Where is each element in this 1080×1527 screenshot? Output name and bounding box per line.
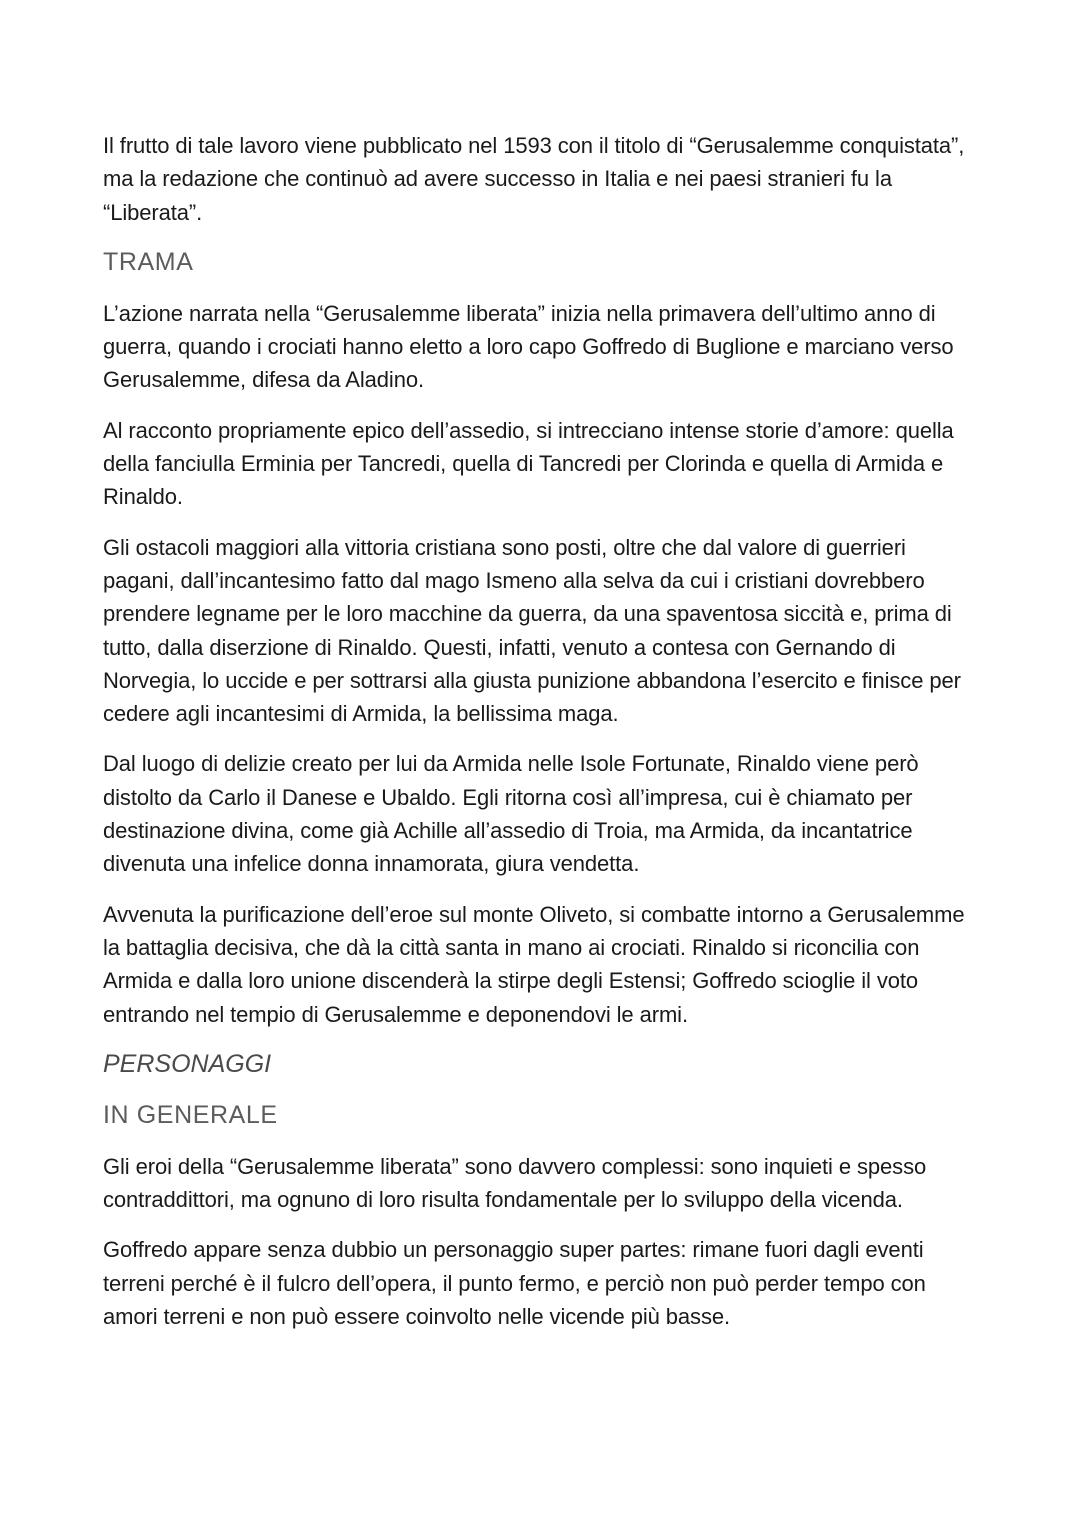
in-generale-subheading: IN GENERALE: [103, 1100, 278, 1129]
trama-paragraph: Gli ostacoli maggiori alla vittoria cristiana sono posti, oltre che dal valore di guerrieri pagani, dall’incantesimo fatto dal mago Ismeno alla selva da cui i cristiani dovrebbero prendere legname per le loro macchine da guerra, da una spaventosa siccità e, prima di tutto, dalla diserzione di Rinaldo. Questi, infatti, venuto a contesa con Gernando di Norvegia, lo uccide e per sottrarsi alla giusta punizione abbandona l’esercito e finisce per cedere agli incantesimi di Armida, la bellissima maga.: [103, 534, 961, 727]
trama-heading: TRAMA: [103, 247, 194, 276]
trama-paragraph: L’azione narrata nella “Gerusalemme liberata” inizia nella primavera dell’ultimo anno di guerra, quando i crociati hanno eletto a loro capo Goffredo di Buglione e marciano verso Gerusalemme, difesa da Aladino.: [103, 300, 954, 393]
trama-paragraph: Dal luogo di delizie creato per lui da Armida nelle Isole Fortunate, Rinaldo viene però distolto da Carlo il Danese e Ubaldo. Egli ritorna così all’impresa, cui è chiamato per destinazione divina, come già Achille all’assedio di Troia, ma Armida, da incantatrice divenuta una infelice donna innamorata, giura vendetta.: [103, 751, 919, 877]
trama-paragraph: Al racconto propriamente epico dell’assedio, si intrecciano intense storie d’amore: quella della fanciulla Erminia per Tancredi, quella di Tancredi per Clorinda e quella di Armida e Rinaldo.: [103, 417, 954, 510]
personaggi-heading: PERSONAGGI: [103, 1049, 272, 1078]
personaggi-paragraph: Goffredo appare senza dubbio un personaggio super partes: rimane fuori dagli eventi terreni perché è il fulcro dell’opera, il punto fermo, e perciò non può perder tempo con amori terreni e non può essere coinvolto nelle vicende più basse.: [103, 1237, 926, 1330]
trama-paragraph: Avvenuta la purificazione dell’eroe sul monte Oliveto, si combatte intorno a Gerusalemme la battaglia decisiva, che dà la città santa in mano ai crociati. Rinaldo si riconcilia con Armida e dalla loro unione discenderà la stirpe degli Estensi; Goffredo scioglie il voto entrando nel tempio di Gerusalemme e deponendovi le armi.: [103, 901, 965, 1027]
personaggi-paragraph: Gli eroi della “Gerusalemme liberata” sono davvero complessi: sono inquieti e spesso contraddittori, ma ognuno di loro risulta fondamentale per lo sviluppo della vicenda.: [103, 1153, 927, 1213]
intro-paragraph: Il frutto di tale lavoro viene pubblicato nel 1593 con il titolo di “Gerusalemme conquistata”, ma la redazione che continuò ad avere successo in Italia e nei paesi stranieri fu la “Liberata”.: [103, 133, 965, 225]
